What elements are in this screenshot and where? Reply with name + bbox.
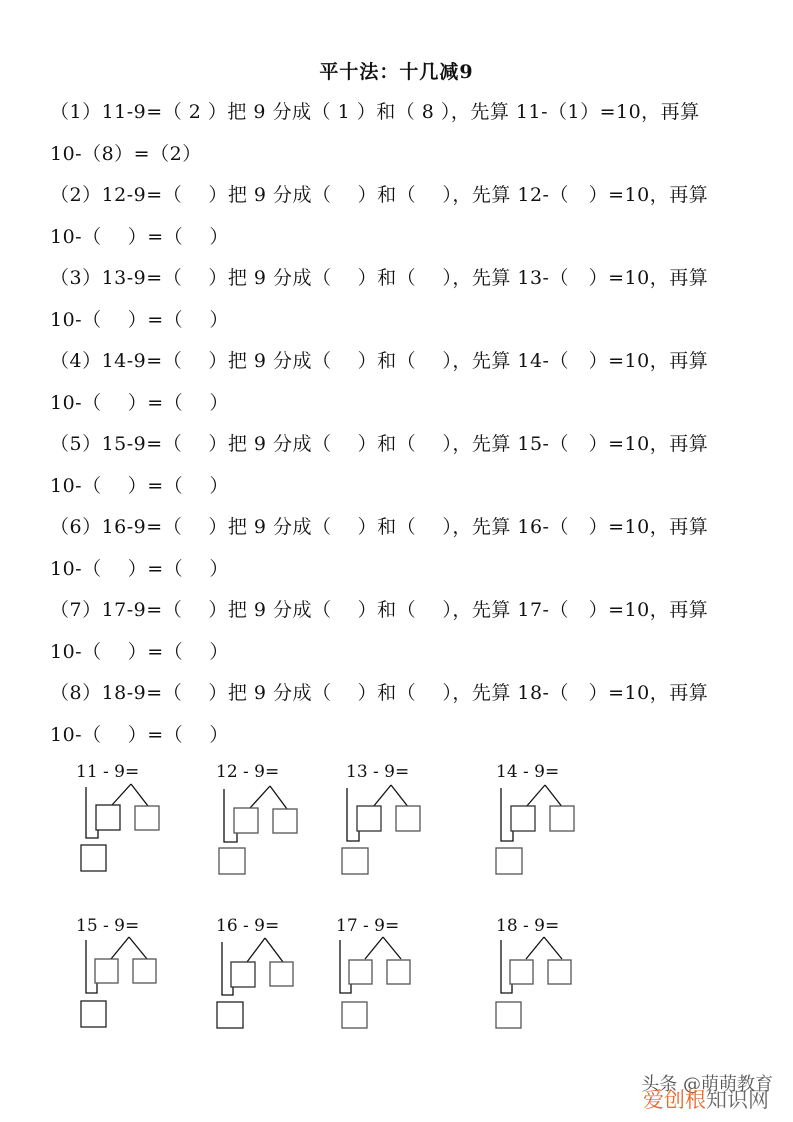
answer-box-right[interactable]: [550, 806, 574, 831]
watermark-site-part-2: 知识网: [706, 1088, 769, 1112]
exercise-6-line-1: （6）16-9=（ ）把 9 分成（ ）和（ ），先算 16-（ ）=10，再算: [50, 516, 709, 538]
exercise-1-line-2: 10-（8）=（2）: [50, 143, 202, 165]
answer-box-result[interactable]: [81, 845, 106, 871]
exercise-1-line-1: （1）11-9=（ 2 ）把 9 分成（ 1 ）和（ 8 ），先算 11-（1）=10，再算: [50, 101, 700, 123]
diagram-equation: 12 - 9=: [216, 762, 280, 782]
exercise-8-line-2: 10-（ ）=（ ）: [50, 724, 229, 746]
diagram-equation: 17 - 9=: [336, 916, 400, 936]
decomposition-diagram-15: [70, 916, 180, 1036]
exercise-3-line-2: 10-（ ）=（ ）: [50, 309, 229, 331]
decomposition-tree-icon: [340, 762, 450, 882]
exercise-4-line-2: 10-（ ）=（ ）: [50, 392, 229, 414]
answer-box-right[interactable]: [133, 959, 156, 983]
decomposition-diagram-12: [210, 762, 320, 882]
decomposition-tree-icon: [490, 916, 600, 1036]
diagram-equation: 18 - 9=: [496, 916, 560, 936]
exercise-7-line-1: （7）17-9=（ ）把 9 分成（ ）和（ ），先算 17-（ ）=10，再算: [50, 599, 709, 621]
answer-box-result[interactable]: [342, 848, 368, 874]
answer-box-result[interactable]: [496, 848, 522, 874]
exercise-8-line-1: （8）18-9=（ ）把 9 分成（ ）和（ ），先算 18-（ ）=10，再算: [50, 682, 709, 704]
page-title: 平十法：十几减9: [319, 61, 474, 83]
answer-box-right[interactable]: [270, 962, 293, 986]
exercise-4-line-1: （4）14-9=（ ）把 9 分成（ ）和（ ），先算 14-（ ）=10，再算: [50, 350, 709, 372]
exercise-5-line-1: （5）15-9=（ ）把 9 分成（ ）和（ ），先算 15-（ ）=10，再算: [50, 433, 709, 455]
answer-box-left[interactable]: [231, 962, 255, 987]
answer-box-right[interactable]: [396, 806, 420, 831]
decomposition-tree-icon: [210, 916, 320, 1036]
answer-box-left[interactable]: [357, 806, 381, 831]
watermark-source: 头条 @萌萌教育: [641, 1074, 773, 1095]
answer-box-right[interactable]: [387, 960, 410, 984]
decomposition-tree-icon: [70, 916, 180, 1036]
exercise-3-line-1: （3）13-9=（ ）把 9 分成（ ）和（ ），先算 13-（ ）=10，再算: [50, 267, 709, 289]
decomposition-diagram-16: [210, 916, 320, 1036]
answer-box-left[interactable]: [511, 806, 535, 831]
exercise-5-line-2: 10-（ ）=（ ）: [50, 475, 229, 497]
diagram-equation: 11 - 9=: [76, 762, 140, 782]
decomposition-tree-icon: [330, 916, 440, 1036]
decomposition-diagram-13: [340, 762, 450, 882]
diagram-equation: 14 - 9=: [496, 762, 560, 782]
decomposition-diagram-18: [490, 916, 600, 1036]
diagram-equation: 13 - 9=: [346, 762, 410, 782]
decomposition-diagram-11: [70, 762, 180, 882]
decomposition-tree-icon: [70, 762, 180, 882]
answer-box-result[interactable]: [81, 1001, 106, 1027]
exercise-2-line-1: （2）12-9=（ ）把 9 分成（ ）和（ ），先算 12-（ ）=10，再算: [50, 184, 709, 206]
diagram-equation: 16 - 9=: [216, 916, 280, 936]
answer-box-result[interactable]: [219, 848, 245, 874]
decomposition-diagram-14: [490, 762, 600, 882]
answer-box-right[interactable]: [273, 809, 297, 833]
answer-box-left[interactable]: [96, 805, 120, 830]
answer-box-left[interactable]: [510, 960, 533, 984]
diagram-equation: 15 - 9=: [76, 916, 140, 936]
watermark-site-part-1: 爱创根: [643, 1088, 706, 1112]
answer-box-left[interactable]: [234, 808, 258, 833]
exercise-2-line-2: 10-（ ）=（ ）: [50, 226, 229, 248]
decomposition-diagram-17: [330, 916, 440, 1036]
answer-box-left[interactable]: [349, 960, 372, 984]
watermark-site: [643, 1084, 769, 1114]
answer-box-left[interactable]: [95, 959, 118, 983]
answer-box-result[interactable]: [217, 1002, 243, 1028]
decomposition-tree-icon: [210, 762, 320, 882]
decomposition-tree-icon: [490, 762, 600, 882]
answer-box-result[interactable]: [496, 1002, 521, 1028]
answer-box-right[interactable]: [135, 806, 159, 830]
answer-box-right[interactable]: [548, 960, 571, 984]
exercise-6-line-2: 10-（ ）=（ ）: [50, 558, 229, 580]
exercise-7-line-2: 10-（ ）=（ ）: [50, 641, 229, 663]
answer-box-result[interactable]: [342, 1002, 367, 1028]
